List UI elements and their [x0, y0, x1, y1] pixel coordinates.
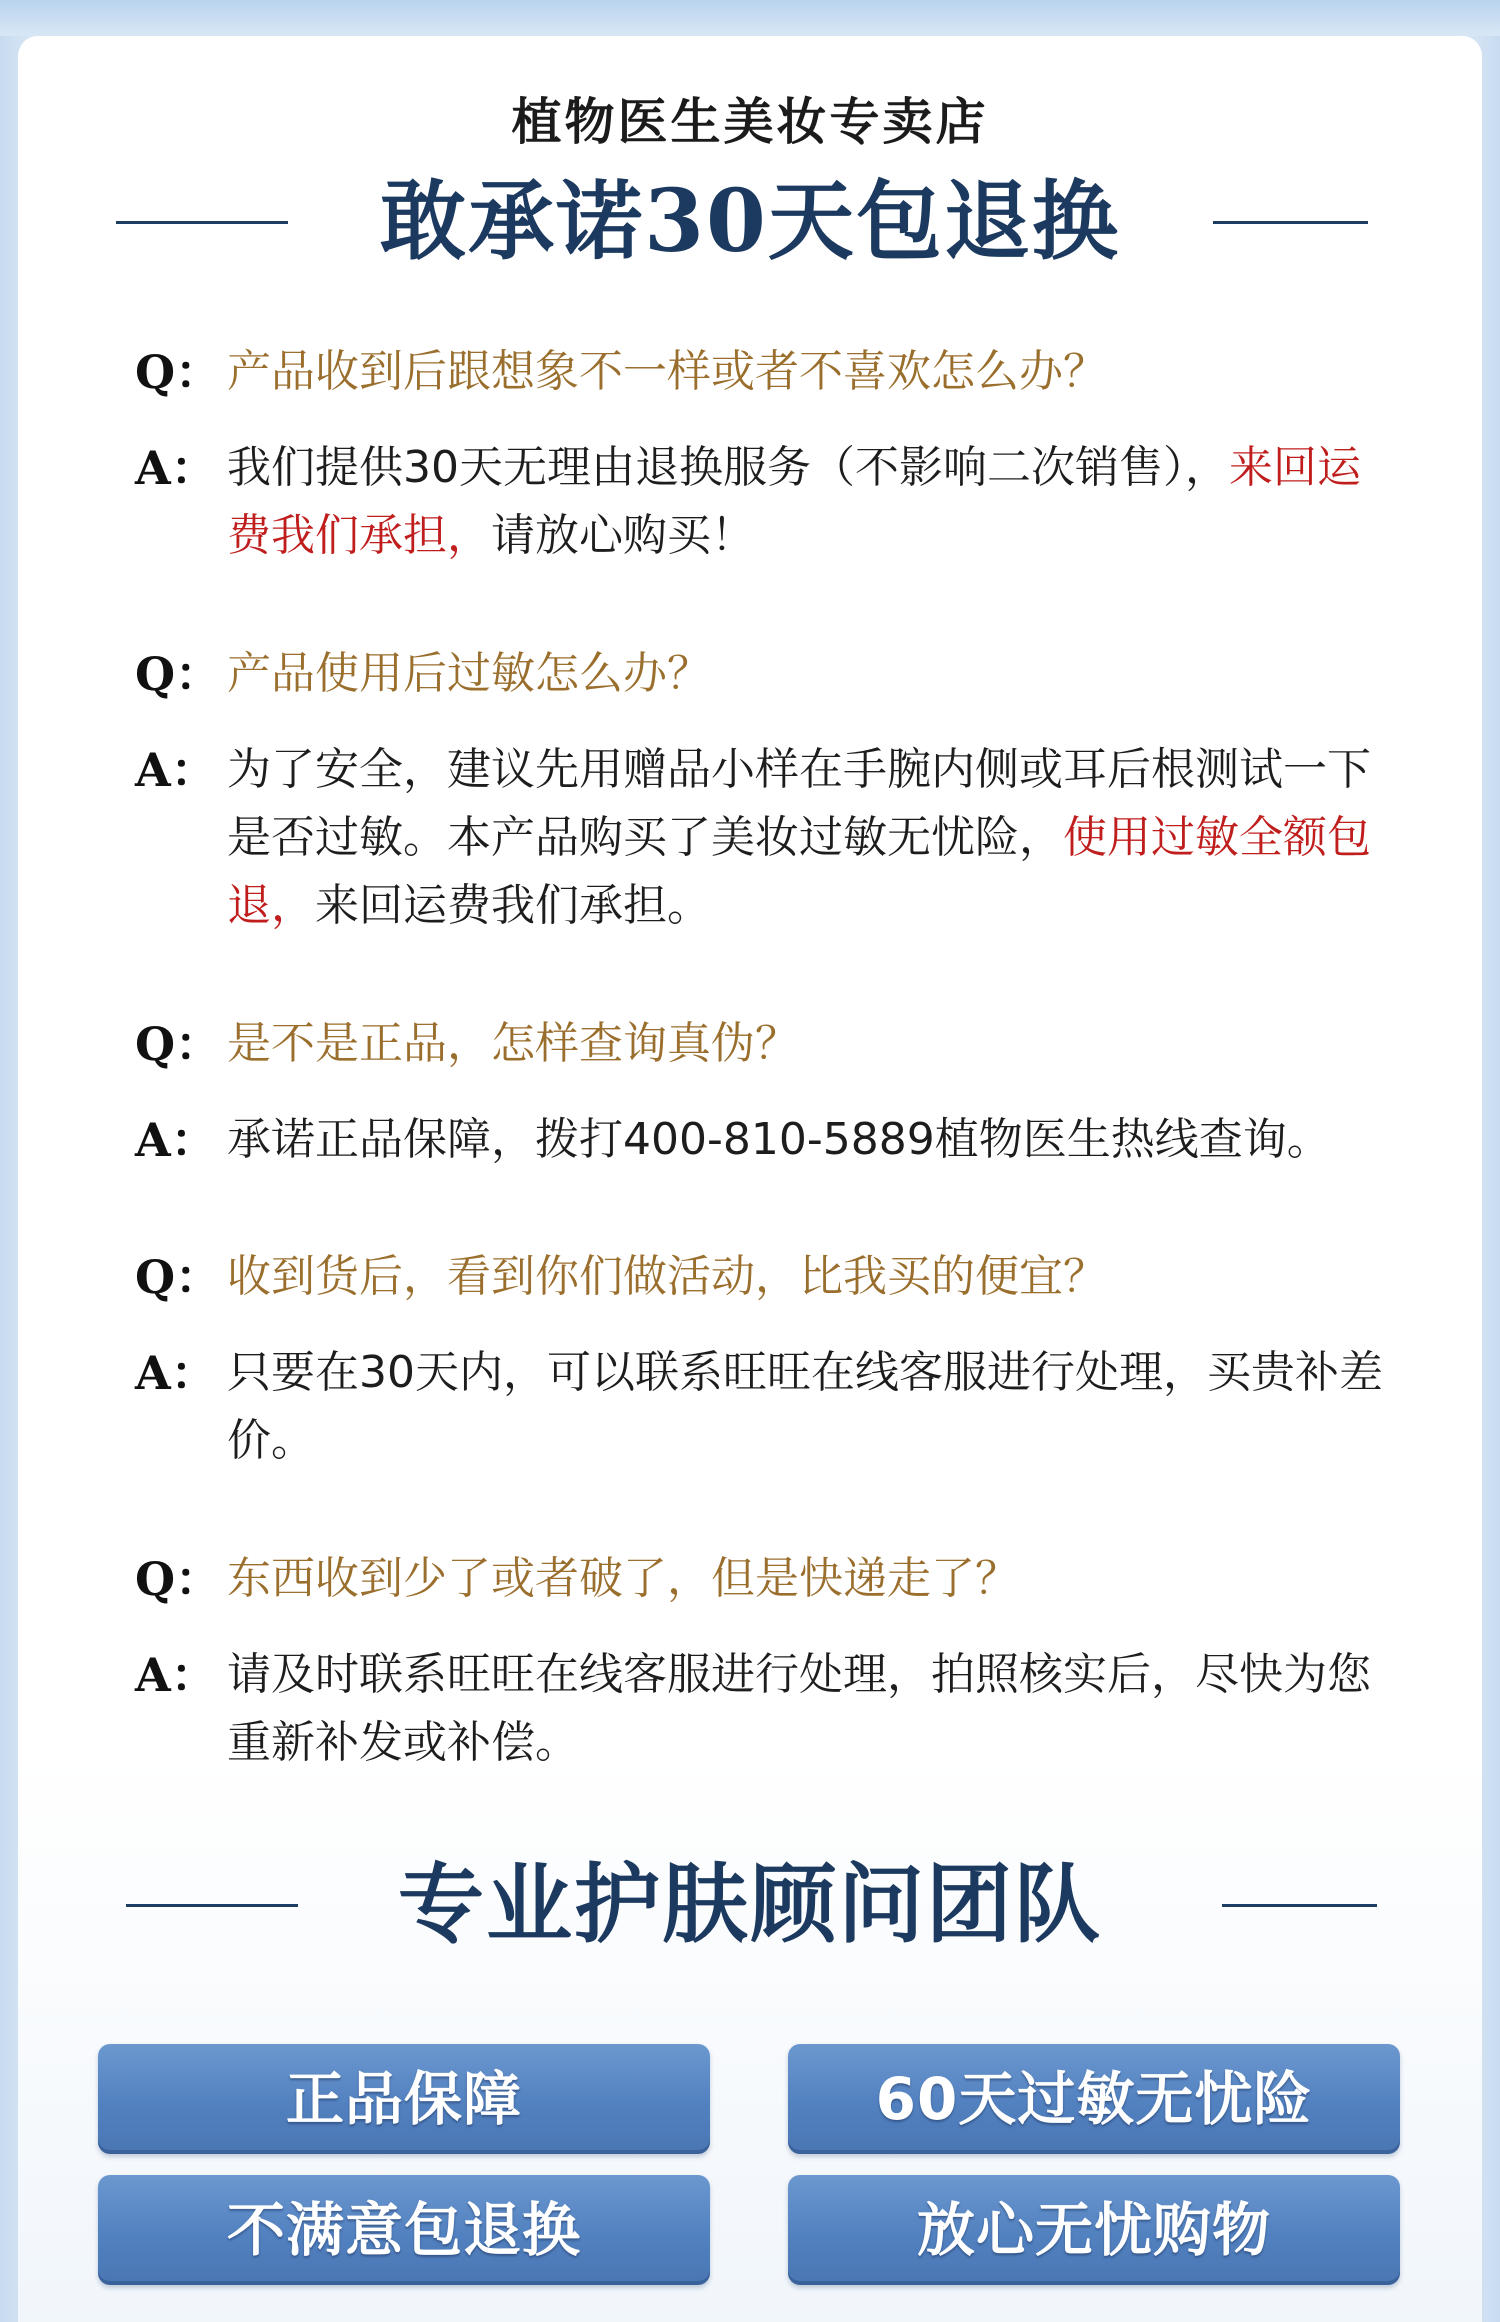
answer-text: 请放心购买！	[491, 510, 755, 561]
question-text: 产品使用后过敏怎么办？	[227, 648, 711, 699]
question-text: 是不是正品，怎样查询真伪？	[227, 1018, 799, 1069]
title-right-divider	[1213, 221, 1368, 224]
answer-tag: A：	[135, 1113, 217, 1167]
question-text: 产品收到后跟想象不一样或者不喜欢怎么办？	[227, 346, 1107, 397]
team-title-row	[0, 1845, 1500, 1965]
question-tag: Q：	[135, 1017, 222, 1071]
faq-answer	[135, 434, 1395, 570]
faq-question	[135, 1010, 1395, 1078]
faq-question	[135, 1545, 1395, 1613]
feature-badge-return: 不满意包退换	[98, 2175, 710, 2285]
answer-tag: A：	[135, 441, 217, 495]
answer-tag: A：	[135, 743, 217, 797]
answer-text: 只要在30天内，可以联系旺旺在线客服进行处理，买贵补差价。	[227, 1347, 1383, 1466]
store-name: 植物医生美妆专卖店	[511, 92, 989, 151]
answer-text: 请及时联系旺旺在线客服进行处理，拍照核实后，尽快为您重新补发或补偿。	[227, 1649, 1371, 1768]
question-text: 东西收到少了或者破了，但是快递走了？	[227, 1553, 1019, 1604]
feature-badge-allergy-insurance: 60天过敏无忧险	[788, 2044, 1400, 2154]
answer-highlight: 来回运费我们承担，	[227, 442, 1361, 561]
question-tag: Q：	[135, 647, 222, 701]
top-background-band	[0, 0, 1500, 36]
faq-item	[135, 338, 1395, 570]
answer-highlight: 使用过敏全额包退，	[227, 812, 1371, 931]
faq-answer	[135, 736, 1395, 940]
promise-title: 敢承诺30天包退换	[380, 171, 1120, 272]
answer-text: 承诺正品保障，拨打400-810-5889植物医生热线查询。	[227, 1114, 1331, 1165]
faq-answer	[135, 1339, 1395, 1475]
faq-question	[135, 1243, 1395, 1311]
feature-badge-authentic: 正品保障	[98, 2044, 710, 2154]
faq-item	[135, 1243, 1395, 1475]
answer-text: 来回运费我们承担。	[315, 880, 711, 931]
answer-tag: A：	[135, 1346, 217, 1400]
faq-answer	[135, 1641, 1395, 1777]
faq-answer	[135, 1106, 1395, 1174]
question-tag: Q：	[135, 1250, 222, 1304]
question-tag: Q：	[135, 345, 222, 399]
faq-item	[135, 1545, 1395, 1777]
team-right-divider	[1222, 1904, 1377, 1907]
promise-title-row	[0, 162, 1500, 282]
faq-question	[135, 338, 1395, 406]
feature-badge-worry-free: 放心无忧购物	[788, 2175, 1400, 2285]
answer-tag: A：	[135, 1648, 217, 1702]
faq-item	[135, 1010, 1395, 1174]
faq-question	[135, 640, 1395, 708]
answer-text: 为了安全，建议先用赠品小样在手腕内侧或耳后根测试一下是否过敏。本产品购买了美妆过敏无忧险，	[227, 744, 1371, 863]
question-text: 收到货后，看到你们做活动，比我买的便宜？	[227, 1251, 1107, 1302]
faq-item	[135, 640, 1395, 940]
team-title: 专业护肤顾问团队	[398, 1854, 1102, 1955]
question-tag: Q：	[135, 1552, 222, 1606]
answer-text: 我们提供30天无理由退换服务（不影响二次销售），	[227, 442, 1229, 493]
